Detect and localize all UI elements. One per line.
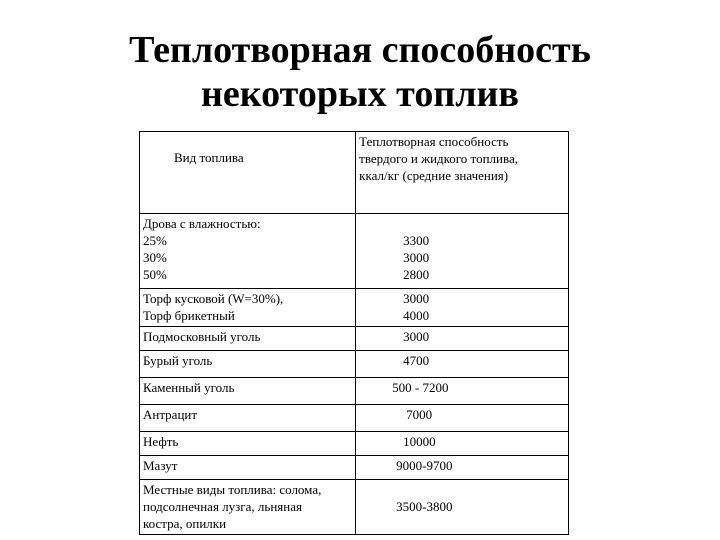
table-row (140, 351, 569, 378)
fuel-heat-table (139, 131, 569, 535)
page-title (0, 28, 720, 116)
heat-value-cell: 3500-3800 (356, 480, 569, 535)
fuel-name-cell: Торф кусковой (W=30%), Торф брикетный (140, 289, 356, 327)
fuel-name-cell: Мазут (140, 456, 356, 480)
heat-value-cell: 7000 (356, 405, 569, 432)
heat-value-cell: 3300 3000 2800 (356, 214, 569, 289)
header-heat-value: Теплотворная способность твердого и жидкого топлива, ккал/кг (средние значения) (356, 132, 569, 214)
fuel-name-cell: Дрова с влажностью: 25% 30% 50% (140, 214, 356, 289)
title-line-1: Теплотворная способность (129, 29, 591, 71)
heat-value-cell: 10000 (356, 432, 569, 456)
heat-value-cell: 3000 (356, 327, 569, 351)
fuel-name-cell: Нефть (140, 432, 356, 456)
header-fuel-type: Вид топлива (140, 132, 356, 214)
fuel-name-cell: Подмосковный уголь (140, 327, 356, 351)
heat-value-cell: 500 - 7200 (356, 378, 569, 405)
table-row (140, 378, 569, 405)
table-row (140, 214, 569, 289)
table-row (140, 289, 569, 327)
table-row (140, 327, 569, 351)
table-row (140, 480, 569, 535)
heat-value-cell: 4700 (356, 351, 569, 378)
title-line-2: некоторых топлив (201, 73, 519, 115)
table-row (140, 432, 569, 456)
heat-value-cell: 9000-9700 (356, 456, 569, 480)
fuel-name-cell: Антрацит (140, 405, 356, 432)
heat-value-cell: 3000 4000 (356, 289, 569, 327)
fuel-name-cell: Местные виды топлива: солома, подсолнечная лузга, льняная костра, опилки (140, 480, 356, 535)
table-header-row (140, 132, 569, 214)
fuel-name-cell: Каменный уголь (140, 378, 356, 405)
table-row (140, 405, 569, 432)
fuel-name-cell: Бурый уголь (140, 351, 356, 378)
table-row (140, 456, 569, 480)
